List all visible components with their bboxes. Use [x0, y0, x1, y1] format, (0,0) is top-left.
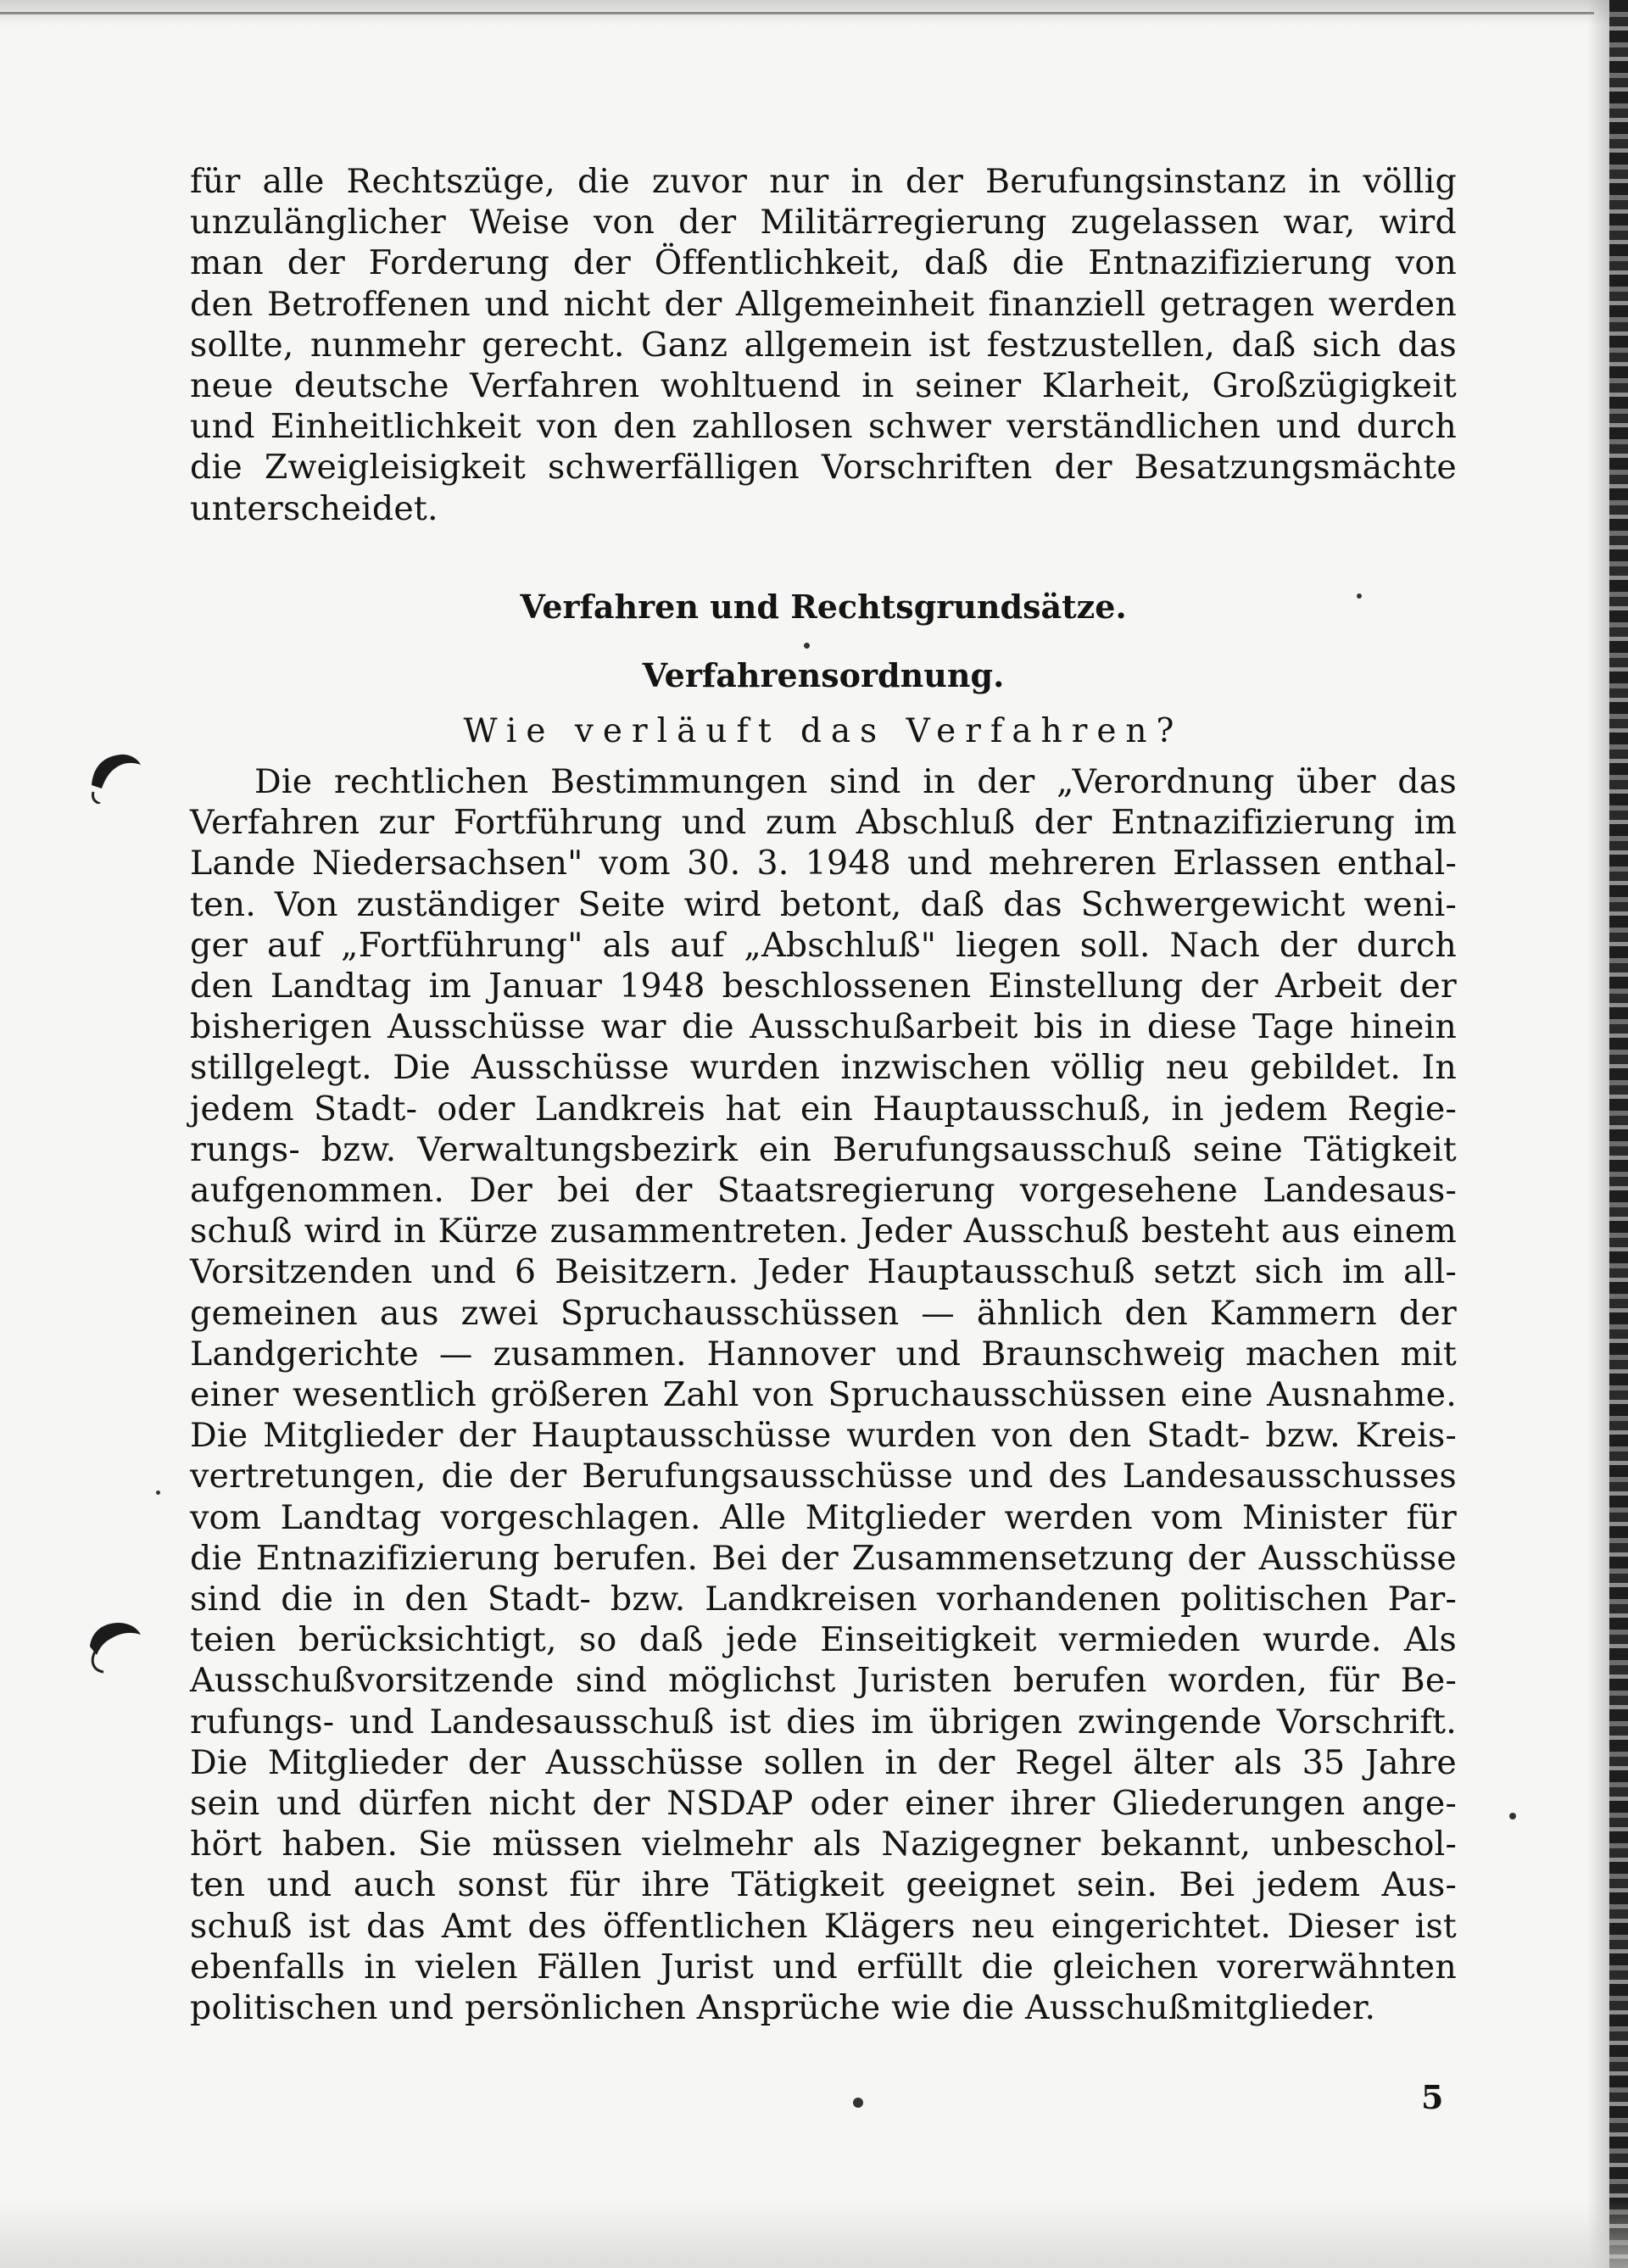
intro-paragraph — [190, 161, 1457, 529]
text-line: Landgerichte — zusammen. Hannover und Braunschweig machen mit — [190, 1334, 1457, 1374]
spaced-subheading: Wie verläuft das Verfahren? — [463, 712, 1184, 750]
page-binding-shadow — [1587, 0, 1609, 2268]
text-line: den Betroffenen und nicht der Allgemeinheit finanziell getragen werden — [190, 284, 1457, 324]
text-line: schuß wird in Kürze zusammentreten. Jeder Ausschuß besteht aus einem — [190, 1212, 1457, 1251]
section-heading: Verfahren und Rechtsgrundsätze. — [520, 588, 1127, 626]
text-line: ebenfalls in vielen Fällen Jurist und erfüllt die gleichen vorerwähnten — [190, 1947, 1457, 1987]
punch-hole-mark-upper — [85, 744, 144, 804]
text-line: ger auf „Fortführung" als auf „Abschluß" liegen soll. Nach der durch — [190, 925, 1457, 965]
text-line: vertretungen, die der Berufungsausschüsse und des Landesausschusses — [190, 1457, 1457, 1496]
dust-speck — [1509, 1813, 1516, 1819]
text-line: jedem Stadt- oder Landkreis hat ein Hauptausschuß, in jedem Regie- — [190, 1089, 1457, 1128]
text-line: bisherigen Ausschüsse war die Ausschußarbeit bis in diese Tage hinein — [190, 1007, 1457, 1047]
text-line: ten und auch sonst für ihre Tätigkeit geeignet sein. Bei jedem Aus- — [190, 1865, 1457, 1905]
text-line: Vorsitzenden und 6 Beisitzern. Jeder Hauptausschuß setzt sich im all- — [190, 1252, 1457, 1292]
text-line: teien berücksichtigt, so daß jede Einseitigkeit vermieden wurde. Als — [190, 1620, 1457, 1660]
text-line: stillgelegt. Die Ausschüsse wurden inzwischen völlig neu gebildet. In — [190, 1048, 1457, 1088]
subsection-heading: Verfahrensordnung. — [642, 656, 1005, 694]
text-line: die Entnazifizierung berufen. Bei der Zusammensetzung der Ausschüsse — [190, 1538, 1457, 1578]
text-line: sind die in den Stadt- bzw. Landkreisen vorhandenen politischen Par- — [190, 1580, 1457, 1619]
text-line: gemeinen aus zwei Spruchausschüssen — ähnlich den Kammern der — [190, 1293, 1457, 1333]
text-line: Die Mitglieder der Ausschüsse sollen in der Regel älter als 35 Jahre — [190, 1742, 1457, 1782]
punch-hole-mark-lower — [85, 1614, 144, 1674]
main-paragraph — [190, 761, 1457, 2028]
text-line: unterscheidet. — [190, 488, 438, 528]
text-line: Die rechtlichen Bestimmungen sind in der „Verordnung über das — [254, 762, 1457, 801]
dust-speck — [156, 1491, 160, 1495]
page-number: 5 — [1421, 2078, 1444, 2116]
text-line: Ausschußvorsitzende sind möglichst Juristen berufen worden, für Be- — [190, 1661, 1457, 1701]
text-line: vom Landtag vorgeschlagen. Alle Mitglieder werden vom Minister für — [190, 1497, 1457, 1537]
text-line: den Landtag im Januar 1948 beschlossenen Einstellung der Arbeit der — [190, 967, 1457, 1006]
text-line: man der Forderung der Öffentlichkeit, daß die Entnazifizierung von — [190, 243, 1457, 283]
page-top-line — [0, 12, 1594, 14]
text-line: Verfahren zur Fortführung und zum Abschluß der Entnazifizierung im — [190, 803, 1457, 843]
dust-speck — [804, 643, 810, 649]
page-binding-edge — [1609, 0, 1628, 2268]
text-line: sollte, nunmehr gerecht. Ganz allgemein ist festzustellen, daß sich das — [190, 325, 1457, 365]
text-line: Die Mitglieder der Hauptausschüsse wurden von den Stadt- bzw. Kreis- — [190, 1416, 1457, 1456]
text-line: einer wesentlich größeren Zahl von Spruchausschüssen eine Ausnahme. — [190, 1375, 1457, 1415]
text-line: politischen und persönlichen Ansprüche wie die Ausschußmitglieder. — [190, 1988, 1376, 2028]
text-line: Lande Niedersachsen" vom 30. 3. 1948 und mehreren Erlassen enthal- — [190, 844, 1457, 883]
text-line: neue deutsche Verfahren wohltuend in seiner Klarheit, Großzügigkeit — [190, 366, 1457, 406]
text-line: unzulänglicher Weise von der Militärregierung zugelassen war, wird — [190, 203, 1457, 242]
text-line: rufungs- und Landesausschuß ist dies im übrigen zwingende Vorschrift. — [190, 1702, 1457, 1741]
page-bottom-shadow — [0, 2200, 1628, 2268]
text-line: für alle Rechtszüge, die zuvor nur in der Berufungsinstanz in völlig — [190, 162, 1457, 201]
text-line: aufgenommen. Der bei der Staatsregierung vorgesehene Landesaus- — [190, 1171, 1457, 1211]
text-line: rungs- bzw. Verwaltungsbezirk ein Berufungsausschuß seine Tätigkeit — [190, 1129, 1457, 1169]
text-line: die Zweigleisigkeit schwerfälligen Vorschriften der Besatzungsmächte — [190, 448, 1457, 488]
text-line: schuß ist das Amt des öffentlichen Klägers neu eingerichtet. Dieser ist — [190, 1906, 1457, 1946]
text-line: hört haben. Sie müssen vielmehr als Nazigegner bekannt, unbeschol- — [190, 1825, 1457, 1864]
text-line: und Einheitlichkeit von den zahllosen schwer verständlichen und durch — [190, 407, 1457, 447]
dust-speck — [853, 2098, 863, 2108]
text-line: ten. Von zuständiger Seite wird betont, daß das Schwergewicht weni- — [190, 884, 1457, 924]
text-line: sein und dürfen nicht der NSDAP oder einer ihrer Gliederungen ange- — [190, 1784, 1457, 1824]
